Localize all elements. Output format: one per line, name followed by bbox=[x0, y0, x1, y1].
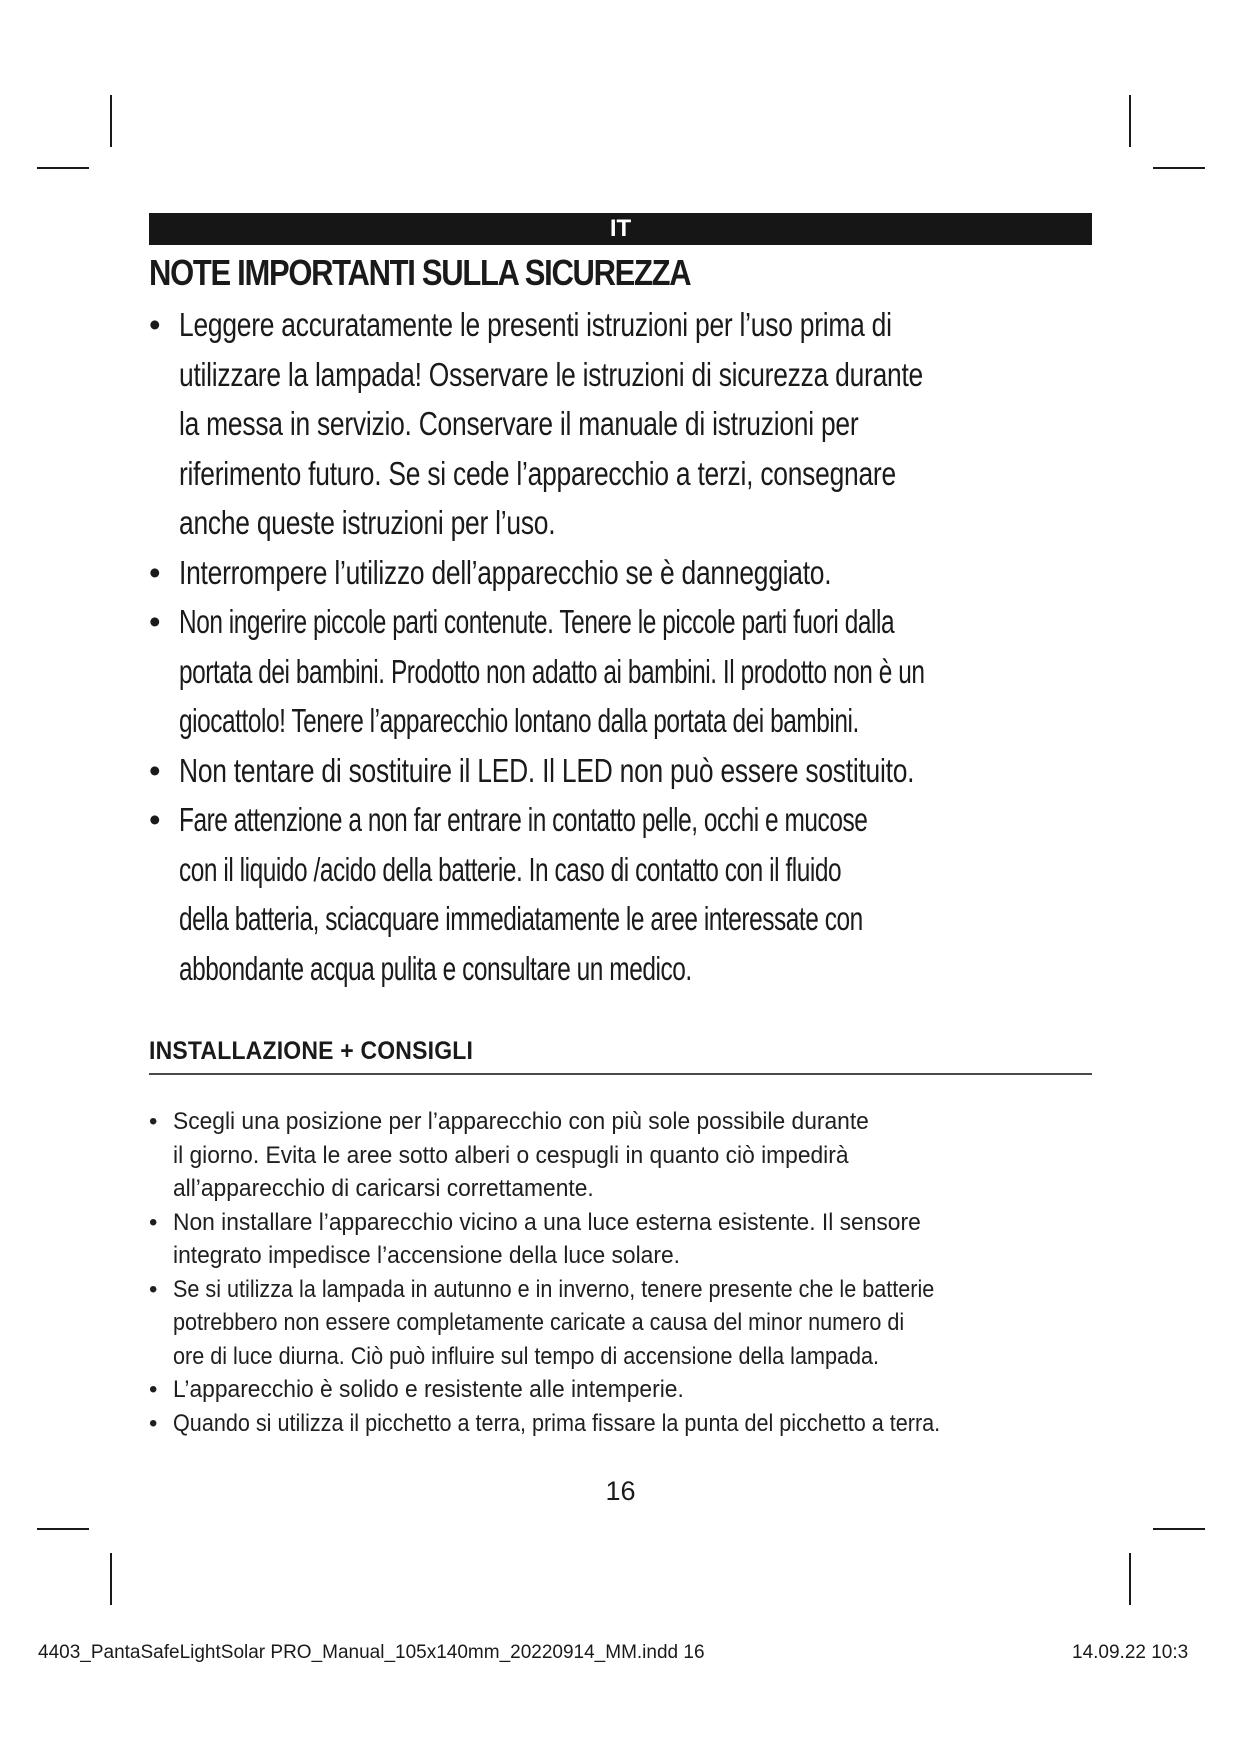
bullet-icon: • bbox=[149, 1376, 158, 1403]
bullet-icon: • bbox=[149, 1409, 158, 1437]
safety-line: Interrompere l’utilizzo dell’apparecchio se è danneggiato. bbox=[179, 553, 832, 591]
installation-item bbox=[149, 1273, 1089, 1374]
safety-line: riferimento futuro. Se si cede l’apparecchio a terzi, consegnare bbox=[179, 454, 896, 492]
crop-mark-top-left-horizontal bbox=[37, 167, 89, 169]
installation-line: integrato impedisce l’accensione della luce solare. bbox=[173, 1242, 680, 1269]
installation-item bbox=[149, 1407, 1089, 1441]
safety-line: abbondante acqua pulita e consultare un medico. bbox=[179, 949, 692, 987]
language-bar bbox=[149, 213, 1092, 245]
footer-date: 14.09.22 10:3 bbox=[1072, 1642, 1189, 1663]
crop-mark-bottom-left-vertical bbox=[110, 1553, 112, 1605]
safety-line: portata dei bambini. Prodotto non adatto ai bambini. Il prodotto non è un bbox=[179, 652, 925, 690]
safety-title: NOTE IMPORTANTI SULLA SICUREZZA bbox=[149, 252, 691, 293]
crop-mark-bottom-right-horizontal bbox=[1153, 1528, 1205, 1530]
installation-line: ore di luce diurna. Ciò può influire sul tempo di accensione della lampada. bbox=[173, 1342, 880, 1370]
crop-mark-top-right-horizontal bbox=[1153, 167, 1205, 169]
bullet-icon: • bbox=[149, 553, 161, 591]
safety-line: Fare attenzione a non far entrare in contatto pelle, occhi e mucose bbox=[179, 801, 868, 838]
bullet-icon: • bbox=[149, 1275, 158, 1303]
bullet-icon: • bbox=[149, 306, 161, 343]
safety-line: Non ingerire piccole parti contenute. Tenere le piccole parti fuori dalla bbox=[179, 603, 895, 640]
installation-title: INSTALLAZIONE + CONSIGLI bbox=[149, 1037, 474, 1065]
installation-line: potrebbero non essere completamente caricate a causa del minor numero di bbox=[173, 1309, 905, 1336]
installation-line: il giorno. Evita le aree sotto alberi o cespugli in quanto ciò impedirà bbox=[173, 1141, 849, 1169]
safety-line: giocattolo! Tenere l’apparecchio lontano dalla portata dei bambini. bbox=[179, 702, 859, 739]
crop-mark-top-right-vertical bbox=[1129, 95, 1131, 147]
safety-item bbox=[149, 300, 1089, 548]
section-divider bbox=[149, 1073, 1092, 1075]
bullet-icon: • bbox=[149, 1108, 158, 1135]
installation-line: L’apparecchio è solido e resistente alle intemperie. bbox=[173, 1376, 684, 1403]
safety-list bbox=[149, 300, 1089, 993]
bullet-icon: • bbox=[149, 603, 161, 640]
installation-line: Non installare l’apparecchio vicino a una luce esterna esistente. Il sensore bbox=[173, 1208, 921, 1236]
installation-line: Se si utilizza la lampada in autunno e in inverno, tenere presente che le batterie bbox=[173, 1275, 935, 1303]
bullet-icon: • bbox=[149, 751, 161, 789]
page-number: 16 bbox=[605, 1476, 636, 1506]
crop-mark-top-left-vertical bbox=[110, 95, 112, 147]
crop-mark-bottom-right-vertical bbox=[1129, 1553, 1131, 1605]
installation-item bbox=[149, 1206, 1089, 1273]
safety-item bbox=[149, 548, 1089, 598]
safety-line: utilizzare la lampada! Osservare le istruzioni di sicurezza durante bbox=[179, 355, 923, 393]
installation-line: Scegli una posizione per l’apparecchio con più sole possibile durante bbox=[173, 1108, 869, 1135]
installation-line: all’apparecchio di caricarsi correttamente. bbox=[173, 1175, 594, 1202]
crop-mark-bottom-left-horizontal bbox=[37, 1528, 89, 1530]
installation-item bbox=[149, 1373, 1089, 1407]
safety-item bbox=[149, 597, 1089, 746]
safety-line: Non tentare di sostituire il LED. Il LED non può essere sostituito. bbox=[179, 751, 915, 789]
bullet-icon: • bbox=[149, 801, 161, 838]
safety-line: la messa in servizio. Conservare il manuale di istruzioni per bbox=[179, 405, 859, 442]
bullet-icon: • bbox=[149, 1208, 158, 1236]
safety-line: della batteria, sciacquare immediatamente le aree interessate con bbox=[179, 900, 863, 937]
safety-line: con il liquido /acido della batterie. In caso di contatto con il fluido bbox=[179, 850, 842, 888]
safety-line: anche queste istruzioni per l’uso. bbox=[179, 504, 556, 541]
safety-line: Leggere accuratamente le presenti istruzioni per l’uso prima di bbox=[179, 306, 892, 343]
safety-item bbox=[149, 746, 1089, 796]
installation-list bbox=[149, 1105, 1089, 1440]
installation-line: Quando si utilizza il picchetto a terra, prima fissare la punta del picchetto a terra. bbox=[173, 1409, 941, 1437]
safety-item bbox=[149, 795, 1089, 993]
language-label: IT bbox=[609, 215, 632, 242]
footer-file-name: 4403_PantaSafeLightSolar PRO_Manual_105x140mm_20220914_MM.indd 16 bbox=[38, 1642, 705, 1663]
installation-item bbox=[149, 1105, 1089, 1206]
